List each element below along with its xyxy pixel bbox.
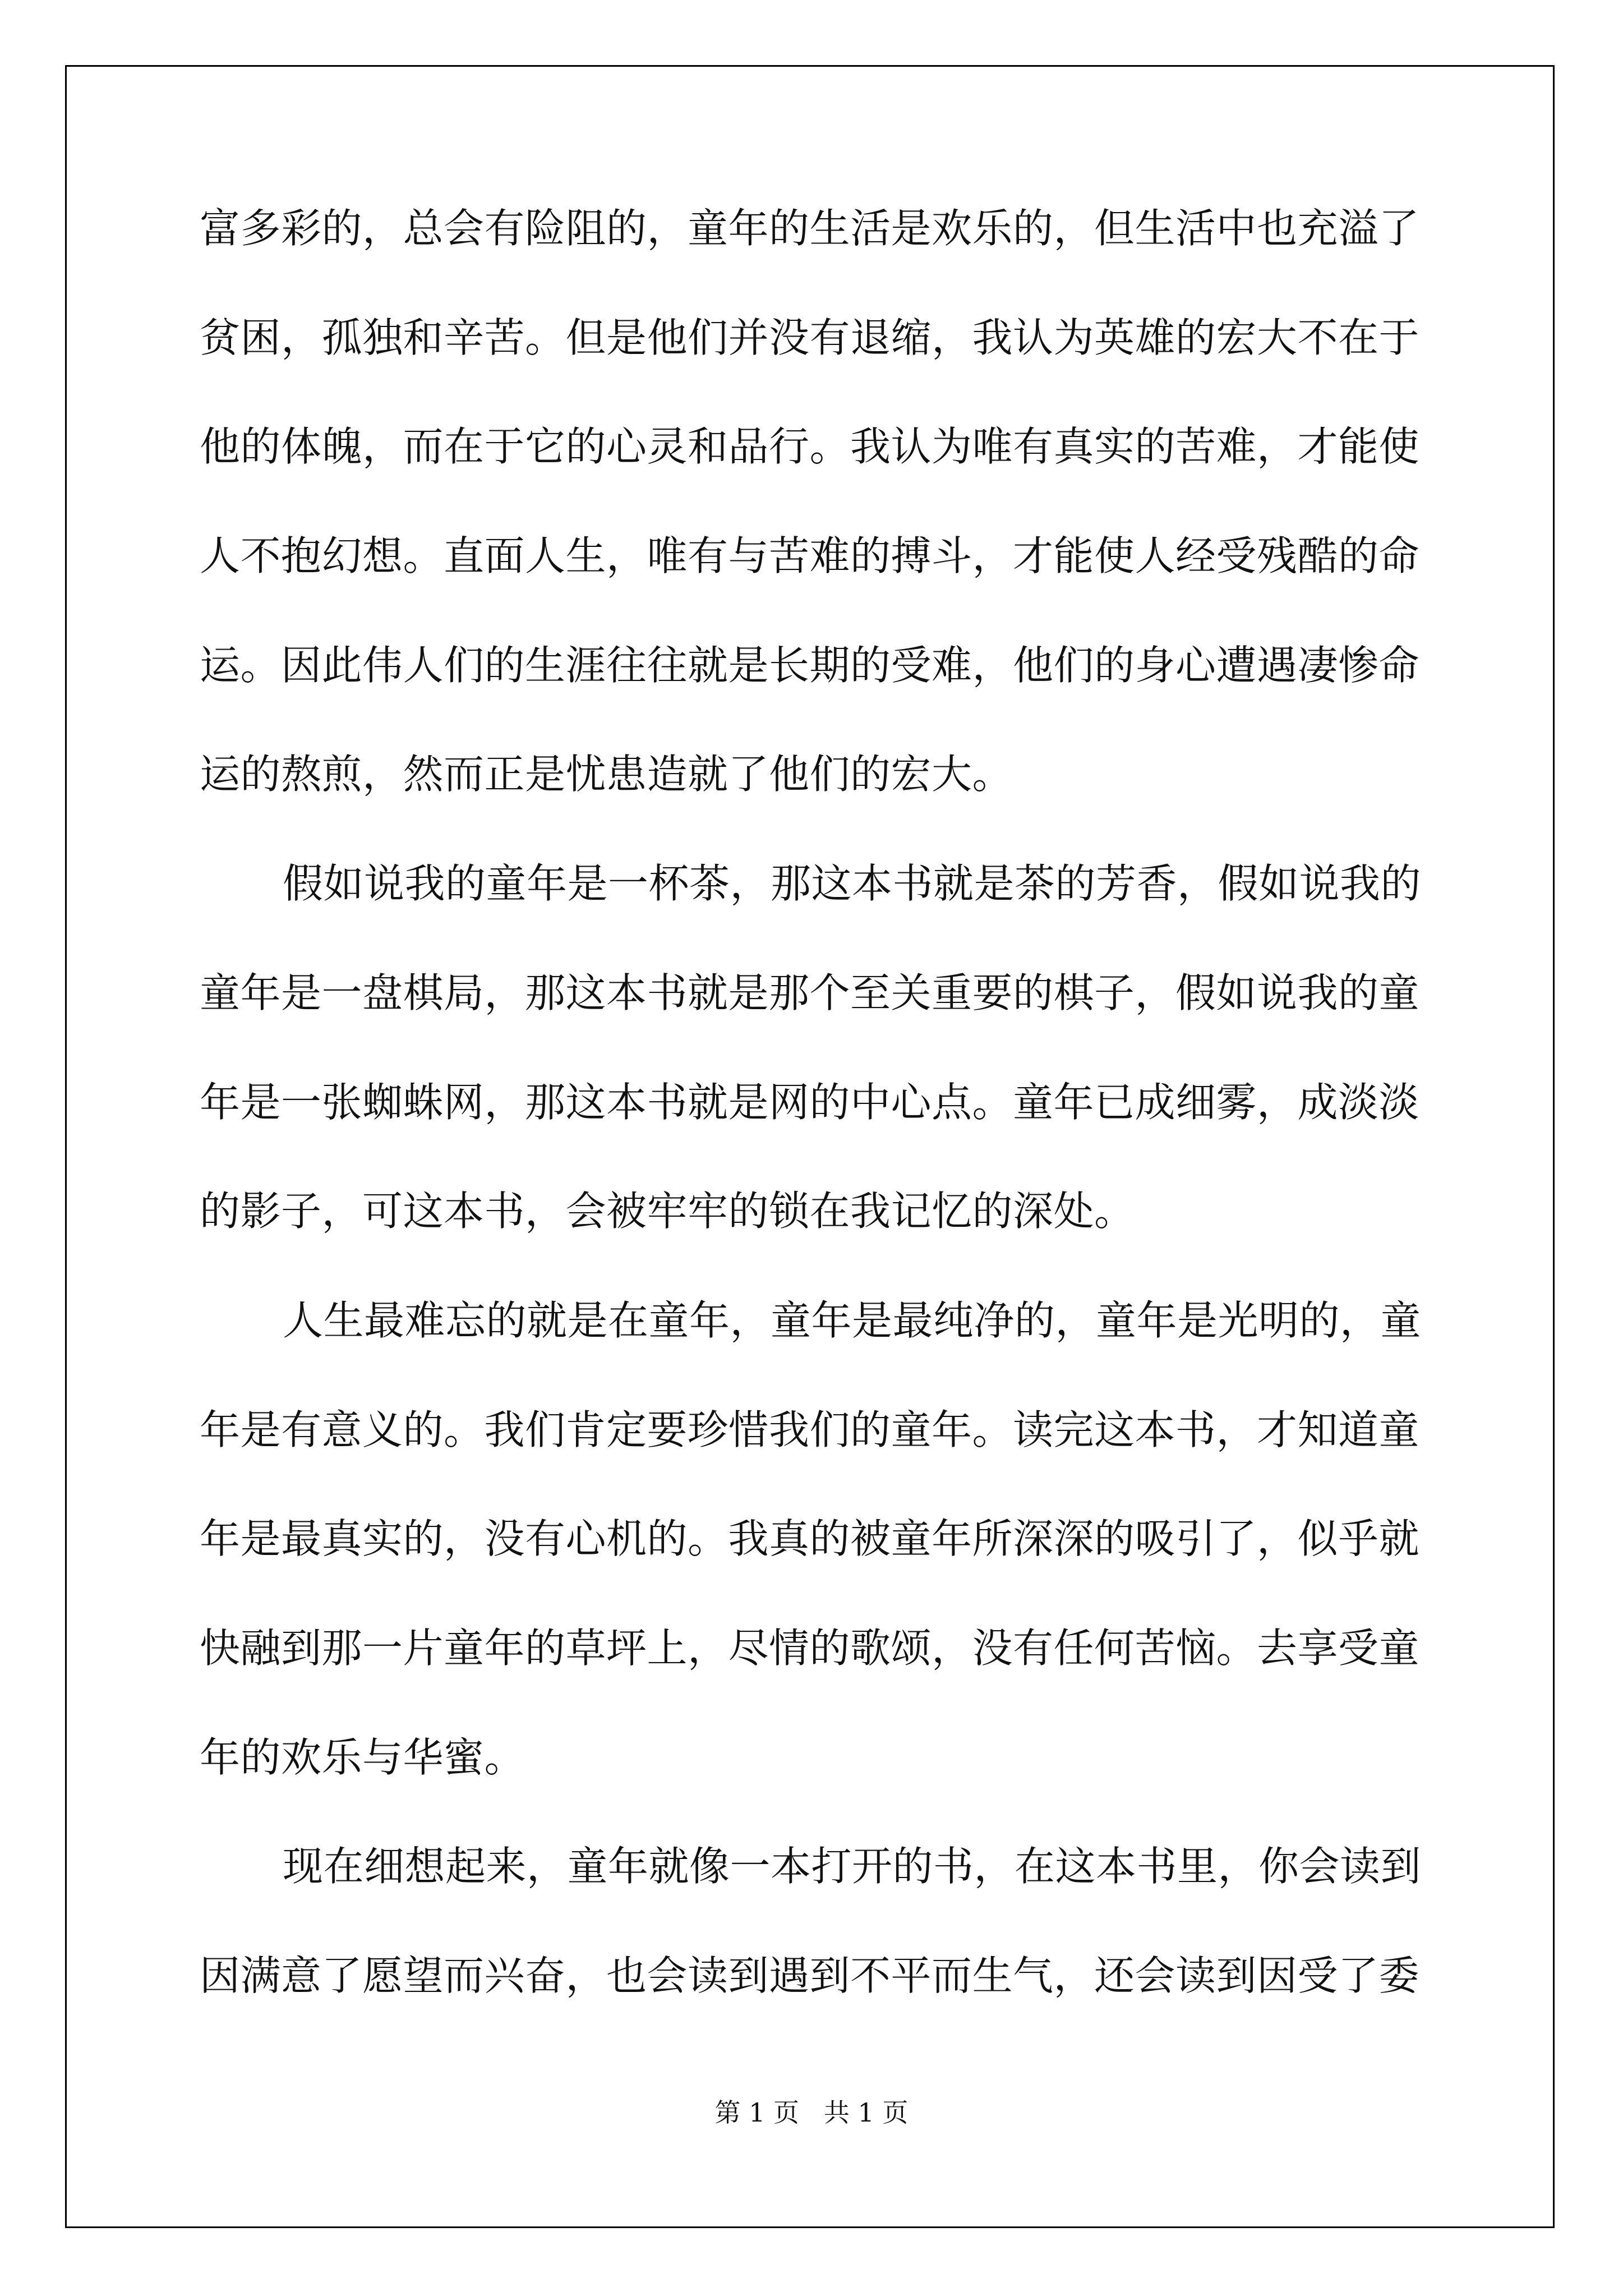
document-body: [200, 174, 1422, 2031]
text-line: 的影子，可这本书，会被牢牢的锁在我记忆的深处。: [200, 1188, 1135, 1235]
text-line: 因满意了愿望而兴奋，也会读到遇到不平而生气，还会读到因受了委: [200, 1952, 1420, 1999]
paragraph-first-line: 现在细想起来，童年就像一本打开的书，在这本书里，你会读到: [283, 1843, 1422, 1890]
paragraph-first-line: 假如说我的童年是一杯茶，那这本书就是茶的芳香，假如说我的: [283, 860, 1422, 908]
text-line: 年是有意义的。我们肯定要珍惜我们的童年。读完这本书，才知道童: [200, 1406, 1420, 1453]
text-line: 人不抱幻想。直面人生，唯有与苦难的搏斗，才能使人经受残酷的命: [200, 532, 1420, 580]
text-line: 快融到那一片童年的草坪上，尽情的歌颂，没有任何苦恼。去享受童: [200, 1624, 1420, 1672]
text-line: 年的欢乐与华蜜。: [200, 1733, 525, 1781]
text-line: 年是一张蜘蛛网，那这本书就是网的中心点。童年已成细雾，成淡淡: [200, 1078, 1420, 1126]
text-line: 贫困，孤独和辛苦。但是他们并没有退缩，我认为英雄的宏大不在于: [200, 314, 1420, 361]
paragraph-first-line: 人生最难忘的就是在童年，童年是最纯净的，童年是光明的，童: [283, 1296, 1422, 1344]
page-footer: 第 1 页 共 1 页: [714, 2097, 909, 2128]
text-line: 富多彩的，总会有险阻的，童年的生活是欢乐的，但生活中也充溢了: [200, 205, 1420, 252]
text-line: 运的熬煎，然而正是忧患造就了他们的宏大。: [200, 751, 1013, 798]
text-line: 年是最真实的，没有心机的。我真的被童年所深深的吸引了，似乎就: [200, 1515, 1420, 1563]
text-line: 童年是一盘棋局，那这本书就是那个至关重要的棋子，假如说我的童: [200, 969, 1420, 1016]
text-line: 运。因此伟人们的生涯往往就是长期的受难，他们的身心遭遇凄惨命: [200, 641, 1420, 689]
text-line: 他的体魄，而在于它的心灵和品行。我认为唯有真实的苦难，才能使: [200, 423, 1420, 471]
